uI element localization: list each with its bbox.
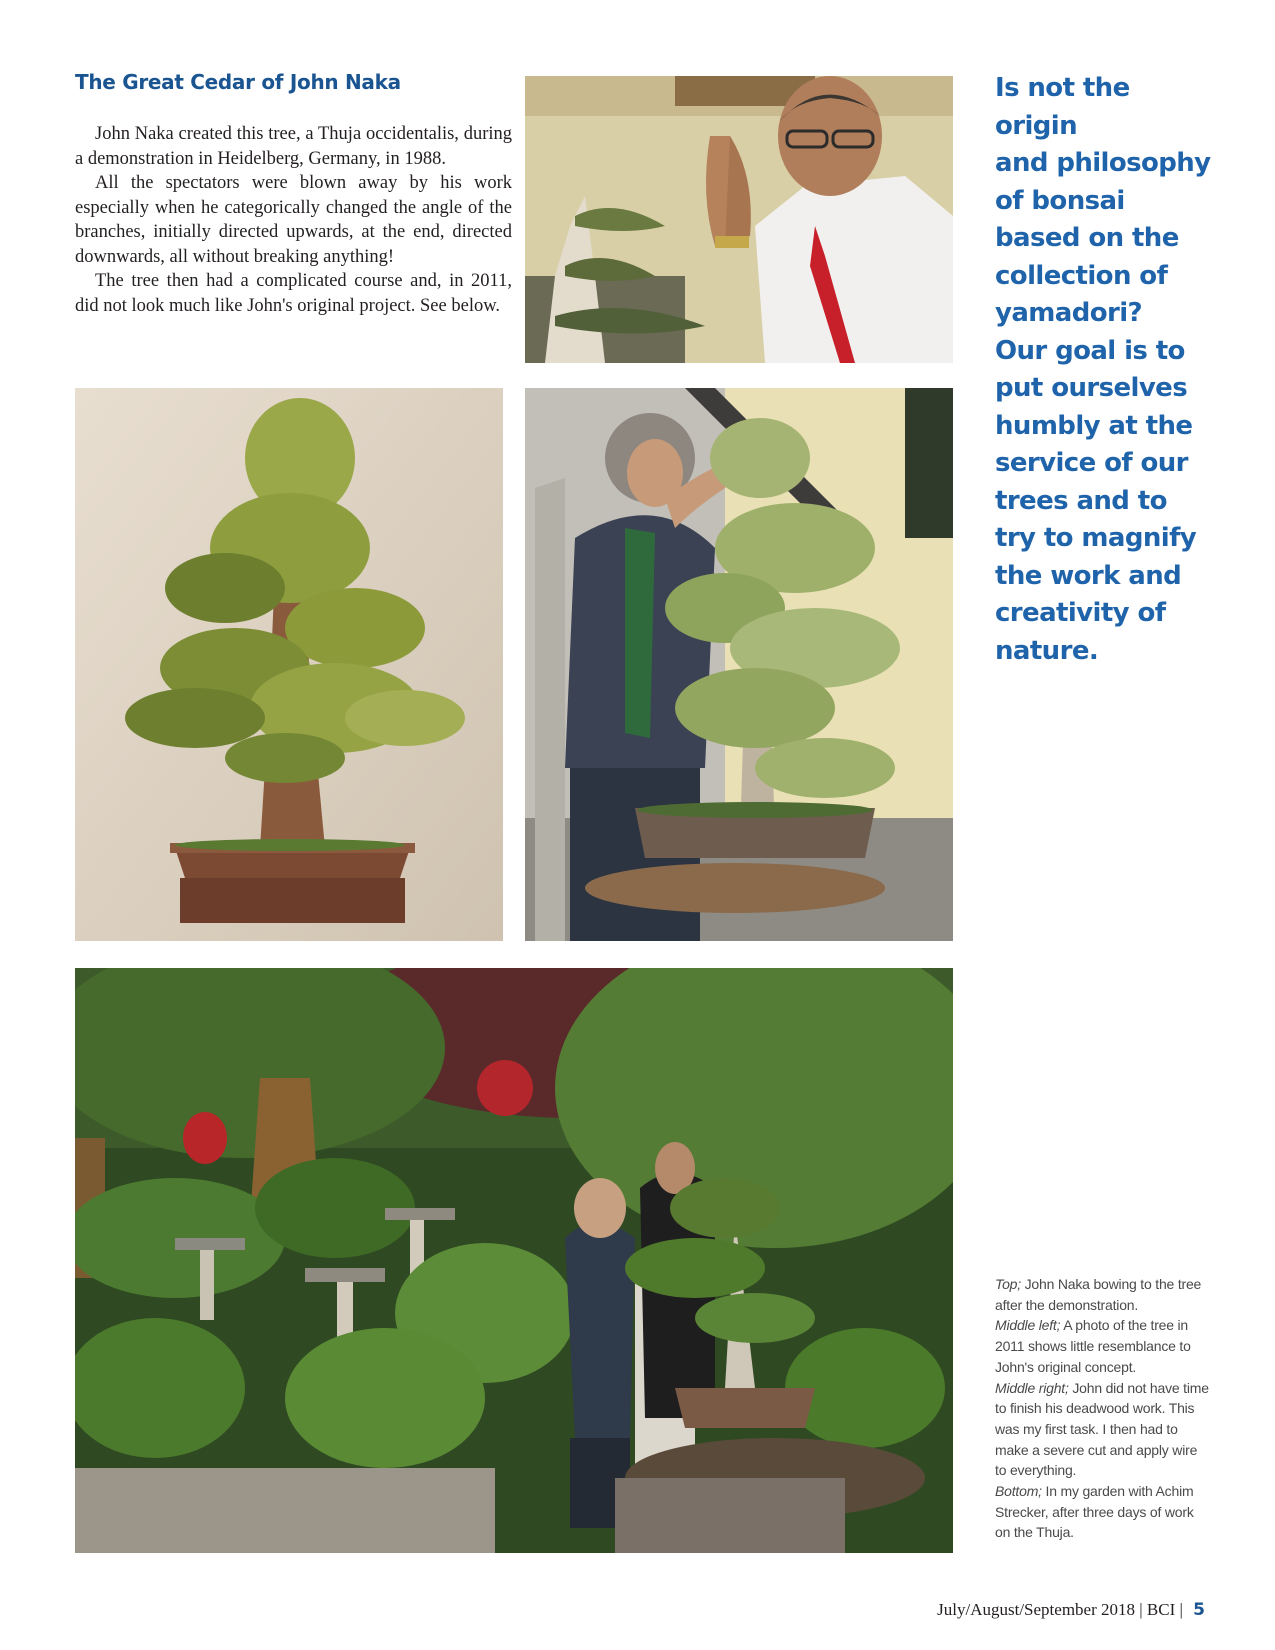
page-footer bbox=[937, 1600, 1205, 1620]
photo-tree-2011-illustration bbox=[75, 388, 503, 941]
photo-deadwood-work-illustration bbox=[525, 388, 953, 941]
pull-quote-line: yamadori? bbox=[995, 298, 1143, 328]
pull-quote-line: try to magnify bbox=[995, 523, 1197, 553]
photo-garden-illustration bbox=[75, 968, 953, 1553]
issue-info: July/August/September 2018 | BCI | bbox=[937, 1600, 1183, 1619]
article-paragraph: John Naka created this tree, a Thuja occidentalis, during a demonstration in Heidelberg, Germany, in 1988. bbox=[75, 124, 512, 169]
caption-label: Top; bbox=[995, 1276, 1021, 1292]
caption-label: Bottom; bbox=[995, 1483, 1042, 1500]
photo-john-naka-bowing-illustration bbox=[525, 76, 953, 363]
pull-quote-line: creativity of bbox=[995, 598, 1166, 628]
caption-label: Middle right; bbox=[995, 1379, 1069, 1396]
pull-quote-line: and philosophy bbox=[995, 148, 1211, 178]
pull-quote-line: Our goal is to bbox=[995, 335, 1185, 366]
pull-quote-line: the work and bbox=[995, 560, 1182, 591]
caption-text: John Naka bowing to the tree after the demonstration. bbox=[995, 1276, 1202, 1313]
caption-text: John did not have time to finish his deadwood work. This was my first task. I then had to make a severe cut and apply wire to everything. bbox=[995, 1379, 1209, 1479]
article-title: The Great Cedar of John Naka bbox=[75, 70, 401, 94]
pull-quote-line: service of our bbox=[995, 448, 1188, 478]
pull-quote-line: Is not the origin bbox=[995, 73, 1130, 141]
pull-quote-line: trees and to bbox=[995, 485, 1167, 516]
caption-text: In my garden with Achim Strecker, after three days of work on the Thuja. bbox=[995, 1483, 1194, 1541]
pull-quote-line: of bonsai bbox=[995, 185, 1125, 216]
caption-bottom bbox=[995, 1481, 1210, 1543]
photo-john-naka-bowing bbox=[525, 76, 953, 363]
caption-middle-right bbox=[995, 1378, 1210, 1482]
pull-quote-line: collection of bbox=[995, 260, 1168, 291]
pull-quote bbox=[995, 70, 1215, 670]
photo-garden-with-achim-strecker bbox=[75, 968, 953, 1553]
caption-middle-left bbox=[995, 1315, 1210, 1377]
article-body bbox=[75, 122, 512, 318]
caption-label: Middle left; bbox=[995, 1317, 1061, 1334]
pull-quote-line: nature. bbox=[995, 635, 1099, 666]
pull-quote-line: humbly at the bbox=[995, 410, 1193, 441]
pull-quote-line: put ourselves bbox=[995, 373, 1188, 403]
photo-deadwood-work bbox=[525, 388, 953, 941]
photo-captions bbox=[995, 1274, 1210, 1543]
page-number: 5 bbox=[1193, 1600, 1205, 1620]
caption-text: A photo of the tree in 2011 shows little resemblance to John's original concept. bbox=[995, 1317, 1191, 1375]
photo-tree-2011 bbox=[75, 388, 503, 941]
article-paragraph: The tree then had a complicated course and, in 2011, did not look much like John's original project. See below. bbox=[75, 271, 512, 316]
caption-top bbox=[995, 1274, 1210, 1315]
pull-quote-line: based on the bbox=[995, 223, 1179, 253]
article-paragraph: All the spectators were blown away by his work especially when he categorically changed the angle of the branches, initially directed upwards, at the end, directed downwards, all without breaking anything! bbox=[75, 173, 512, 267]
